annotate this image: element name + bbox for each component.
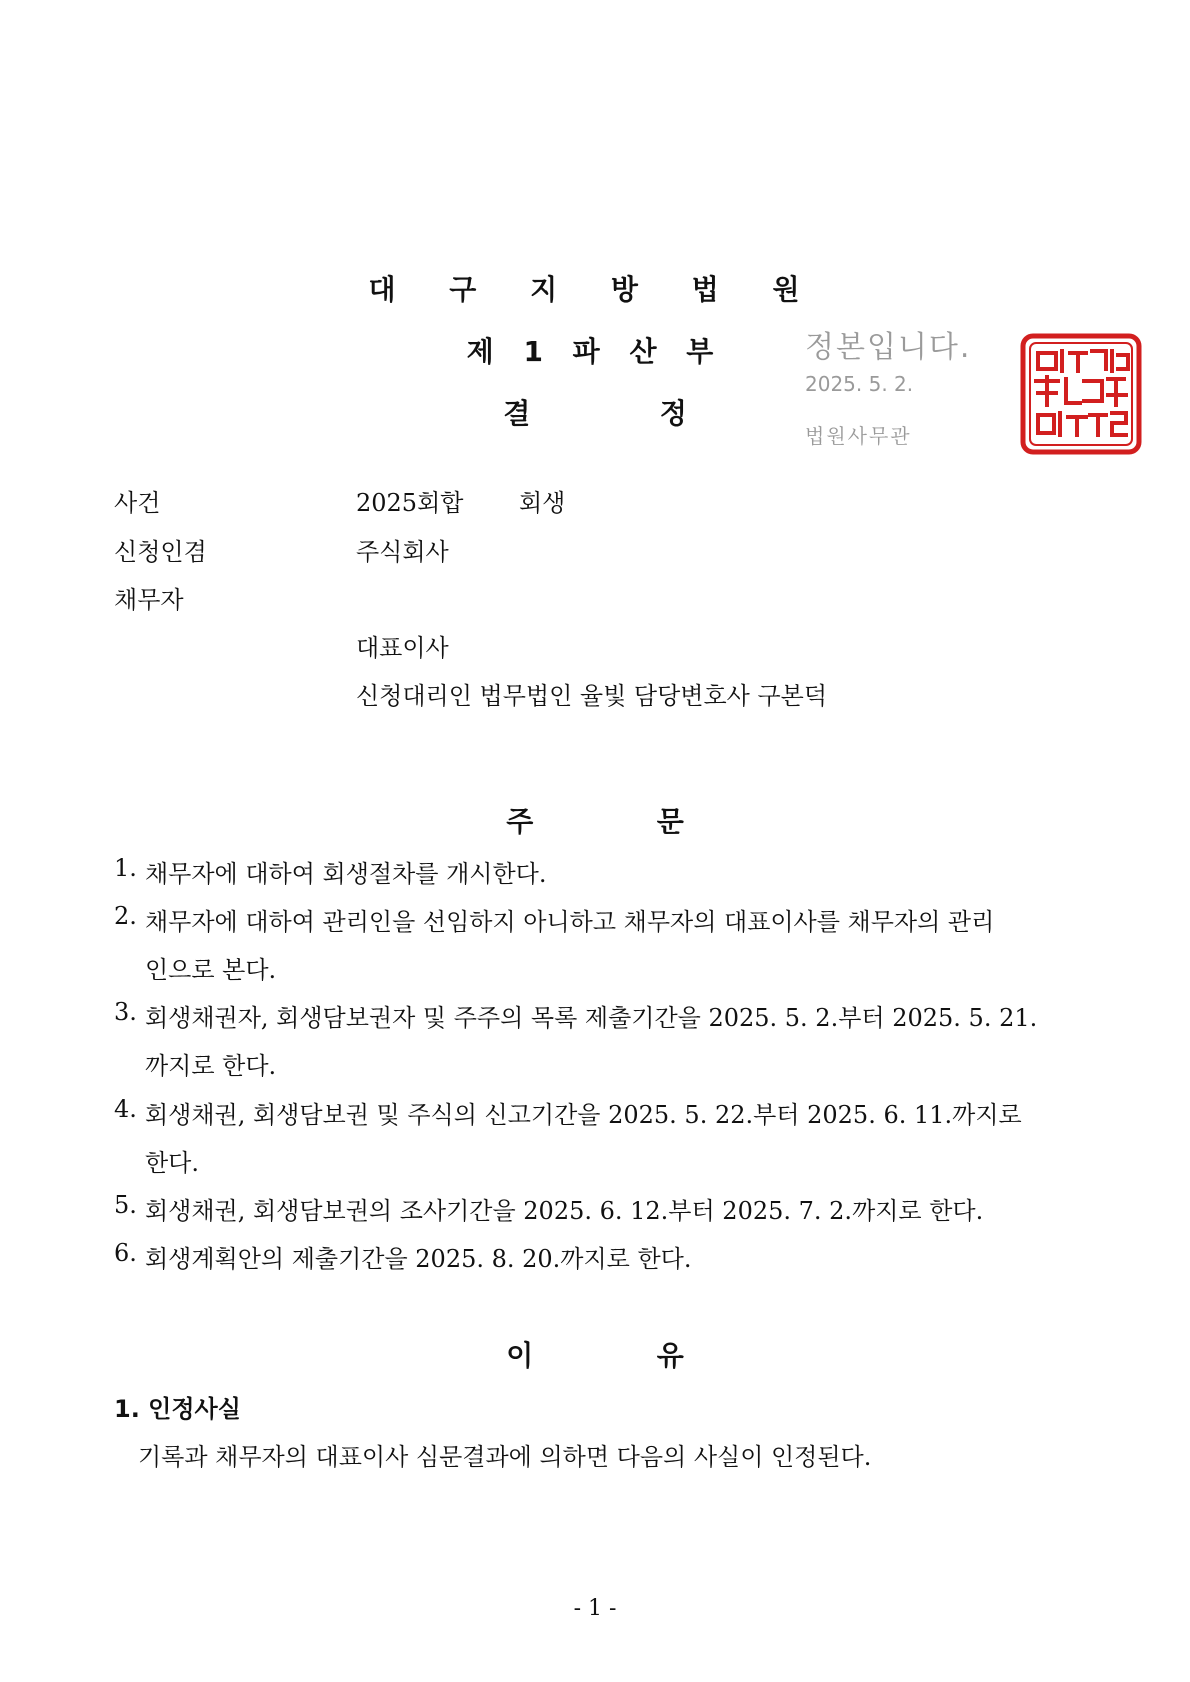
case-number: 2025회합 — [356, 489, 464, 517]
order-item-2-line-1: 채무자에 대하여 관리인을 선임하지 아니하고 채무자의 대표이사를 채무자의 관리 — [145, 908, 995, 936]
order-heading-right: 문 — [656, 805, 684, 838]
order-item-1-line-1: 채무자에 대하여 회생절차를 개시한다. — [145, 860, 547, 888]
order-item-4-line-1: 회생채권, 회생담보권 및 주식의 신고기간을 2025. 5. 22.부터 2025. 6. 11.까지로 — [145, 1101, 1022, 1129]
reasons-heading — [0, 1334, 1190, 1374]
document-type-left: 결 — [503, 397, 531, 430]
order-item-6-line-1: 회생계획안의 제출기간을 2025. 8. 20.까지로 한다. — [145, 1245, 692, 1273]
document-type — [0, 392, 1190, 432]
order-heading — [0, 800, 1190, 840]
order-item-4-number: 4. — [114, 1095, 137, 1123]
legal-agent: 신청대리인 법무법인 율빛 담당변호사 구본덕 — [356, 682, 828, 710]
order-heading-left: 주 — [506, 805, 534, 838]
reasons-text: 기록과 채무자의 대표이사 심문결과에 의하면 다음의 사실이 인정된다. — [138, 1443, 872, 1471]
certified-copy-date: 2025. 5. 2. — [805, 372, 914, 396]
applicant-label: 신청인겸 — [114, 538, 207, 566]
case-label: 사건 — [114, 489, 161, 517]
reasons-heading-right: 유 — [656, 1339, 684, 1372]
order-item-5-number: 5. — [114, 1191, 137, 1219]
order-item-3-line-1: 회생채권자, 회생담보권자 및 주주의 목록 제출기간을 2025. 5. 2.부터 2025. 5. 21. — [145, 1004, 1038, 1032]
reasons-subheading: 1. 인정사실 — [114, 1395, 241, 1423]
order-item-3-number: 3. — [114, 998, 137, 1026]
order-item-2-number: 2. — [114, 902, 137, 930]
order-item-1-number: 1. — [114, 854, 137, 882]
case-name: 회생 — [519, 489, 566, 517]
document-type-right: 정 — [659, 397, 687, 430]
order-item-2-line-2: 인으로 본다. — [145, 956, 277, 984]
order-item-3-line-2: 까지로 한다. — [145, 1052, 277, 1080]
certified-copy-office: 법원사무관 — [805, 424, 912, 448]
applicant-company: 주식회사 — [356, 538, 449, 566]
order-item-5-line-1: 회생채권, 회생담보권의 조사기간을 2025. 6. 12.부터 2025. 7. 2.까지로 한다. — [145, 1197, 984, 1225]
order-item-6-number: 6. — [114, 1239, 137, 1267]
court-name: 대 구 지 방 법 원 — [368, 273, 822, 306]
order-item-4-line-2: 한다. — [145, 1149, 199, 1177]
page-number: - 1 - — [573, 1596, 617, 1621]
debtor-label: 채무자 — [114, 586, 184, 614]
court-seal-icon — [1020, 333, 1142, 455]
certified-copy-title: 정본입니다. — [805, 330, 972, 365]
representative: 대표이사 — [356, 634, 449, 662]
department-name: 제 1 파 산 부 — [466, 335, 724, 368]
reasons-heading-left: 이 — [506, 1339, 534, 1372]
